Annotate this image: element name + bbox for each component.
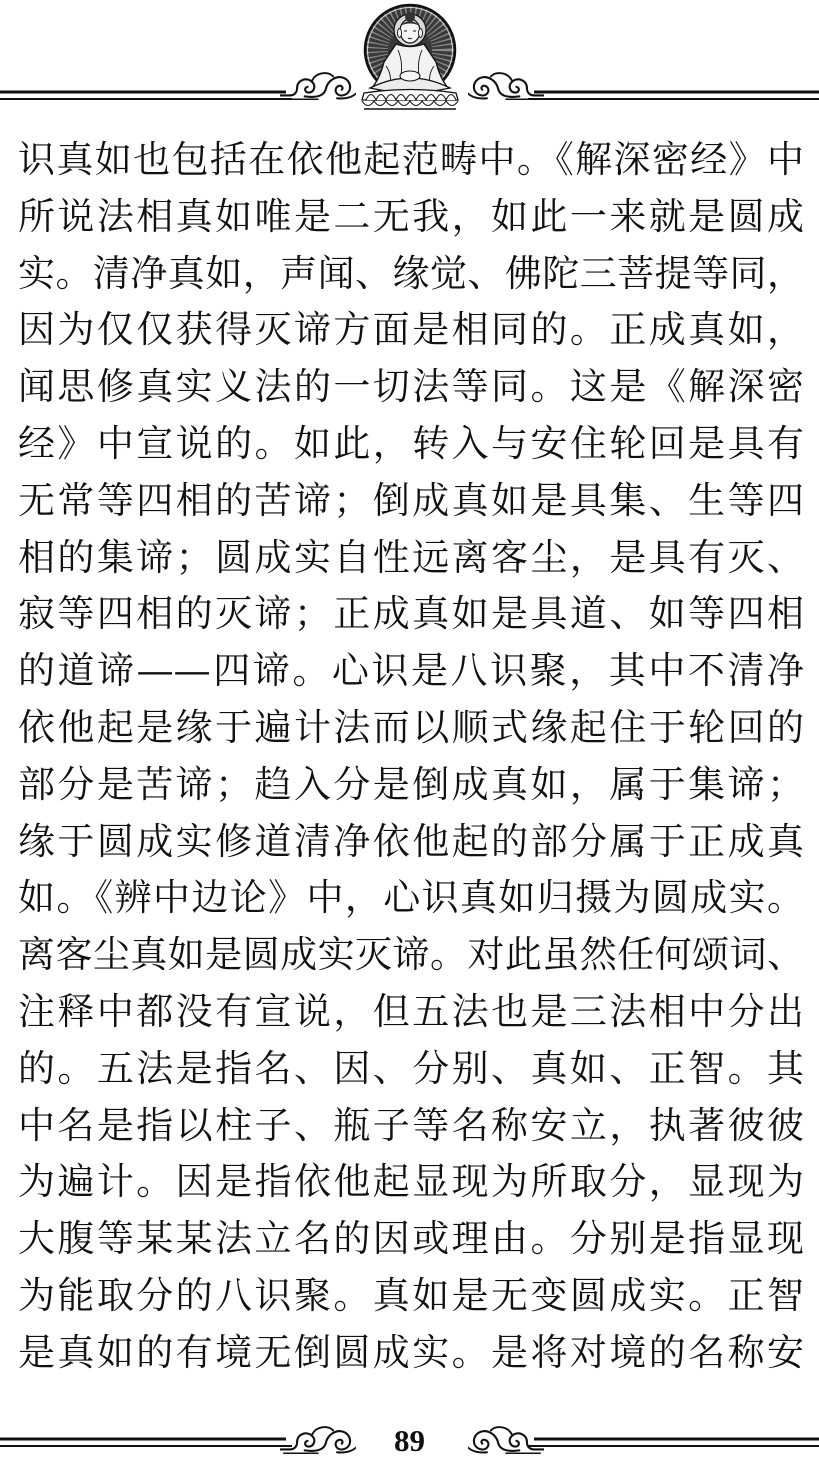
cloud-icon (280, 73, 356, 99)
text-line: 是真如的有境无倒圆成实。是将对境的名称安 (18, 1330, 804, 1374)
text-line: 的。五法是指名、因、分别、真如、正智。其 (18, 1046, 804, 1090)
header-ornament (0, 0, 819, 115)
buddha-icon (362, 5, 458, 109)
text-line: 的道谛——四谛。心识是八识聚，其中不清净 (18, 649, 804, 693)
text-line: 因为仅仅获得灭谛方面是相同的。正成真如， (18, 308, 804, 352)
right-ear (419, 29, 423, 38)
text-line: 相的集谛；圆成实自性远离客尘，是具有灭、 (18, 535, 804, 579)
lotus-lower-petals (362, 101, 458, 106)
hands (400, 71, 420, 81)
text-line: 依他起是缘于遍计法而以顺式缘起住于轮回的 (18, 705, 804, 749)
text-line: 实。清净真如，声闻、缘觉、佛陀三菩提等同， (18, 251, 804, 295)
text-line: 缘于圆成实修道清净依他起的部分属于正成真 (18, 819, 804, 863)
left-ear (398, 29, 402, 38)
text-line: 大腹等某某法立名的因或理由。分别是指显现 (18, 1217, 804, 1261)
text-line: 注释中都没有宣说，但五法也是三法相中分出 (18, 989, 804, 1033)
page-number: 89 (394, 1423, 425, 1458)
text-line: 经》中宣说的。如此，转入与安住轮回是具有 (18, 421, 804, 465)
body-text (18, 132, 804, 1382)
cloud-icon (468, 73, 544, 99)
header-right-rule (528, 92, 819, 99)
text-line: 寂等四相的灭谛；正成真如是具道、如等四相 (18, 592, 804, 636)
lotus-petals (366, 95, 456, 101)
text-line: 离客尘真如是圆成实灭谛。对此虽然任何颂词、 (18, 933, 804, 977)
text-line: 闻思修真实义法的一切法等同。这是《解深密 (18, 365, 804, 409)
header-left-rule (0, 92, 292, 99)
text-line: 部分是苦谛；趋入分是倒成真如，属于集谛； (18, 762, 804, 806)
text-line: 如。《辨中边论》中，心识真如归摄为圆成实。 (18, 876, 804, 920)
text-line: 中名是指以柱子、瓶子等名称安立，执著彼彼 (18, 1103, 804, 1147)
text-line: 所说法相真如唯是二无我，如此一来就是圆成 (18, 194, 804, 238)
ushnisha (405, 12, 415, 22)
text-line: 识真如也包括在依他起范畴中。《解深密经》中 (18, 138, 804, 181)
text-line: 无常等四相的苦谛；倒成真如是具集、生等四 (18, 478, 804, 522)
text-line: 为能取分的八识聚。真如是无变圆成实。正智 (18, 1273, 804, 1317)
text-line: 为遍计。因是指依他起显现为所取分，显现为 (18, 1160, 804, 1204)
